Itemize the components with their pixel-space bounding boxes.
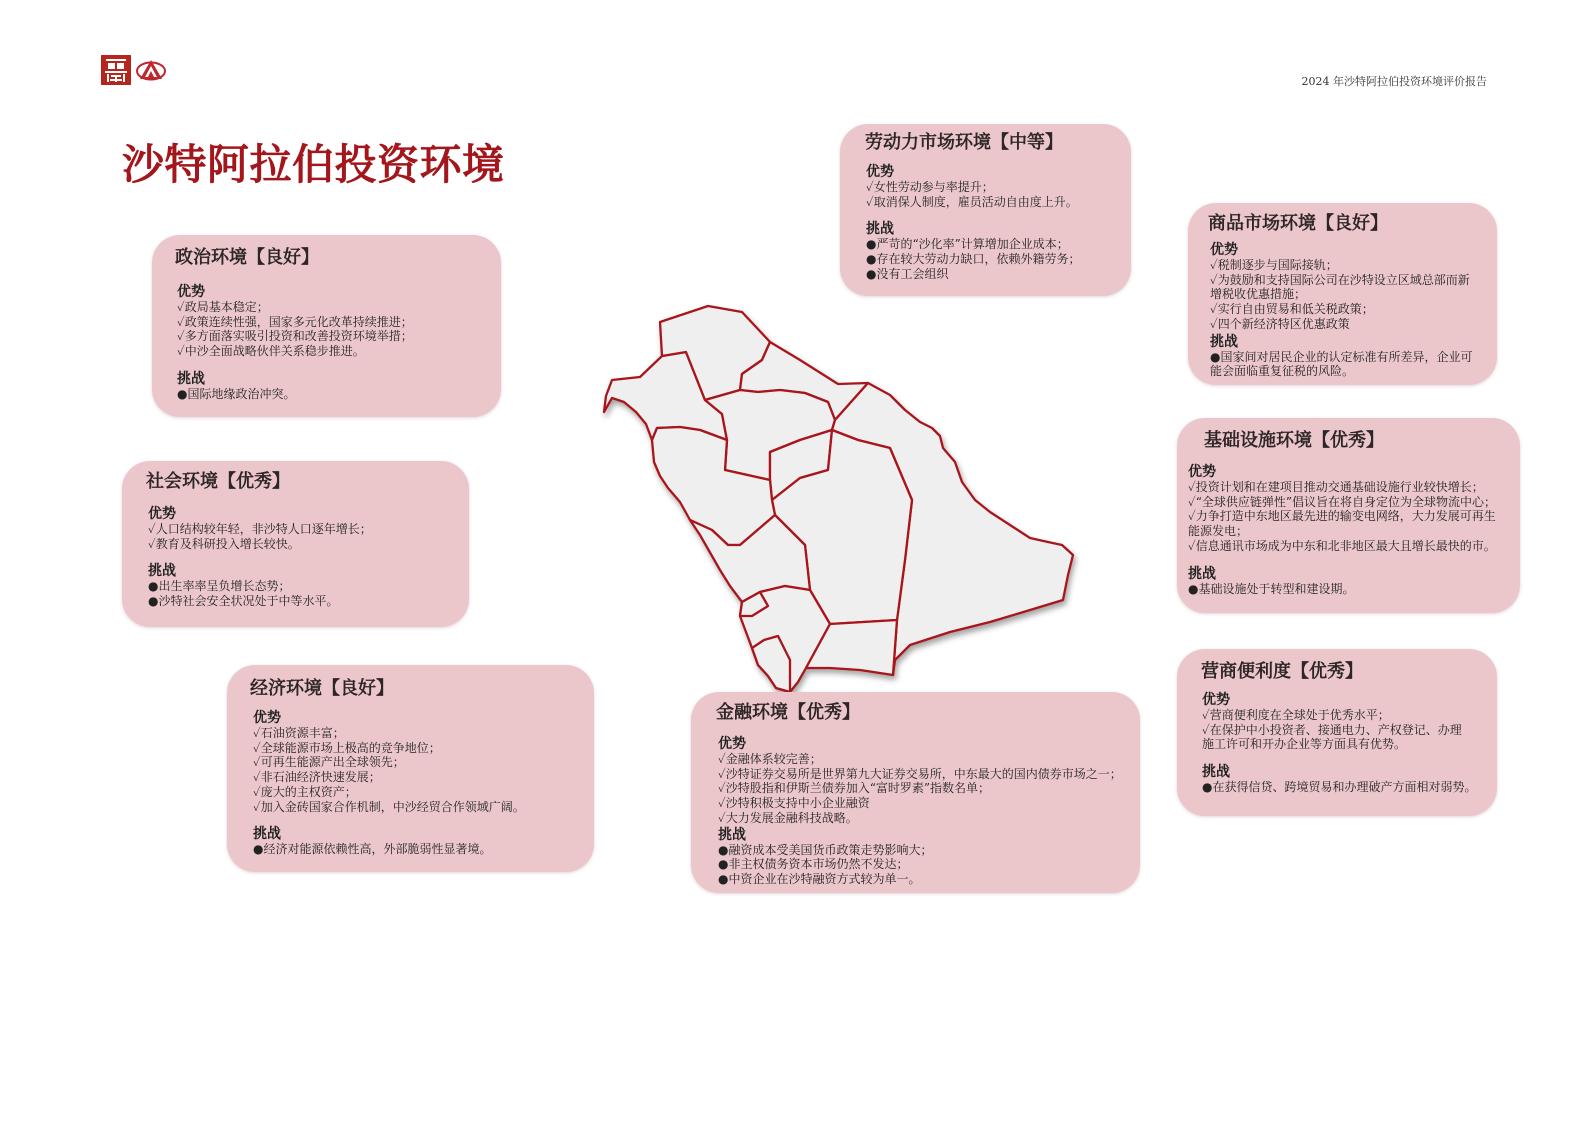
advantage-item: ✓金融体系较完善；: [718, 752, 822, 766]
advantage-item: ✓石油资源丰富；: [253, 726, 345, 740]
challenge-item: ●国际地缘政治冲突。: [177, 386, 296, 401]
page-title: 沙特阿拉伯投资环境: [122, 140, 505, 189]
challenge-item: ●中资企业在沙特融资方式较为单一。: [718, 871, 921, 886]
advantages-label: 优势: [866, 164, 894, 180]
challenge-item: ●基础设施处于转型和建设期。: [1188, 581, 1355, 596]
infrastructure-card: [1177, 418, 1520, 613]
advantages-label: 优势: [1202, 692, 1230, 708]
report-title: 2024 年沙特阿拉伯投资环境评价报告: [1301, 75, 1487, 88]
challenges-label: 挑战: [1202, 764, 1230, 781]
advantage-item: ✓投资计划和在建项目推动交通基础设施行业较快增长；: [1188, 480, 1484, 494]
card-heading: 劳动力市场环境【中等】: [865, 132, 1063, 153]
advantage-item: ✓全球能源市场上极高的竞争地位；: [253, 740, 441, 755]
challenge-item: ●存在较大劳动力缺口，依赖外籍劳务；: [866, 252, 1081, 267]
social-environment-card: [122, 461, 469, 627]
advantage-item: ✓教育及科研投入增长较快。: [148, 536, 300, 551]
advantage-item: ✓沙特积极支持中小企业融资: [718, 796, 870, 811]
card-heading: 商品市场环境【良好】: [1208, 213, 1388, 234]
challenge-item: ●经济对能源依赖性高，外部脆弱性显著境。: [253, 842, 492, 857]
advantage-item: ✓加入金砖国家合作机制，中沙经贸合作领域广阔。: [253, 799, 525, 814]
advantage-item: 增税收优惠措施；: [1210, 287, 1307, 302]
challenge-item: 能会面临重复征税的风险。: [1210, 364, 1355, 379]
card-heading: 政治环境【良好】: [175, 247, 319, 268]
challenge-item: ●非主权债务资本市场仍然不发达；: [718, 857, 909, 872]
advantages-label: 优势: [177, 284, 205, 300]
challenge-item: ●出生率率呈负增长态势；: [148, 579, 291, 594]
advantage-item: ✓女性劳动参与率提升；: [866, 180, 994, 194]
challenge-item: ●国家间对居民企业的认定标准有所差异，企业可: [1210, 349, 1473, 364]
saudi-arabia-map: [598, 300, 1080, 700]
advantage-item: ✓沙特证券交易所是世界第九大证券交易所，中东最大的国内债券市场之一；: [718, 766, 1122, 781]
advantage-item: ✓政策连续性强，国家多元化改革持续推进；: [177, 314, 413, 329]
advantage-item: ✓力争打造中东地区最先进的输变电网络，大力发展可再生: [1188, 509, 1496, 524]
advantage-item: ✓税制逐步与国际接轨；: [1210, 258, 1338, 272]
advantages-label: 优势: [1188, 464, 1216, 480]
advantage-item: ✓大力发展金融科技战略。: [718, 810, 858, 825]
company-logo-icon: [100, 54, 168, 87]
advantage-item: ✓信息通讯市场成为中东和北非地区最大且增长最快的市。: [1188, 538, 1496, 553]
economic-environment-card: [227, 665, 594, 872]
advantage-item: ✓中沙全面战略伙伴关系稳步推进。: [177, 344, 365, 359]
business-convenience-card: [1177, 649, 1497, 816]
advantage-item: 能源发电；: [1188, 524, 1249, 539]
advantages-label: 优势: [1210, 242, 1238, 258]
challenges-label: 挑战: [177, 370, 205, 387]
advantage-item: ✓实行自由贸易和低关税政策；: [1210, 302, 1374, 317]
advantage-item: 施工许可和开办企业等方面具有优势。: [1202, 737, 1407, 752]
challenge-item: ●严苛的“沙化率”计算增加企业成本；: [866, 237, 1069, 252]
challenge-item: ●在获得信贷、跨境贸易和办理破产方面相对弱势。: [1202, 780, 1477, 795]
labor-market-card: [840, 124, 1131, 296]
advantage-item: ✓沙特股指和伊斯兰债券加入“富时罗素”指数名单；: [718, 781, 991, 796]
card-heading: 经济环境【良好】: [250, 678, 394, 699]
card-heading: 社会环境【优秀】: [146, 471, 290, 492]
advantages-label: 优势: [718, 736, 746, 752]
challenges-label: 挑战: [253, 826, 281, 843]
advantages-label: 优势: [148, 506, 176, 522]
advantage-item: ✓人口结构较年轻，非沙特人口逐年增长；: [148, 522, 372, 536]
advantage-item: ✓取消保人制度，雇员活动自由度上升。: [866, 194, 1078, 209]
finance-environment-card: [691, 692, 1140, 893]
advantage-item: ✓庞大的主权资产；: [253, 784, 357, 799]
card-heading: 营商便利度【优秀】: [1201, 661, 1363, 682]
challenges-label: 挑战: [1210, 333, 1238, 350]
card-heading: 金融环境【优秀】: [716, 702, 860, 723]
challenge-item: ●沙特社会安全状况处于中等水平。: [148, 594, 339, 609]
advantage-item: ✓政局基本稳定；: [177, 300, 269, 314]
challenges-label: 挑战: [866, 221, 894, 238]
advantage-item: ✓多方面落实吸引投资和改善投资环境举措；: [177, 329, 413, 344]
advantage-item: ✓营商便利度在全球处于优秀水平；: [1202, 708, 1390, 722]
challenges-label: 挑战: [148, 563, 176, 580]
challenges-label: 挑战: [718, 826, 746, 843]
challenge-item: ●融资成本受美国货币政策走势影响大；: [718, 842, 933, 857]
challenges-label: 挑战: [1188, 565, 1216, 582]
goods-market-card: [1188, 203, 1497, 385]
advantages-label: 优势: [253, 710, 281, 726]
advantage-item: ✓在保护中小投资者、接通电力、产权登记、办理: [1202, 722, 1462, 737]
advantage-item: ✓非石油经济快速发展；: [253, 770, 381, 785]
political-environment-card: [152, 235, 501, 417]
advantage-item: ✓可再生能源产出全球领先；: [253, 755, 405, 770]
challenge-item: ●没有工会组织: [866, 266, 949, 281]
advantage-item: ✓为鼓励和支持国际公司在沙特设立区域总部而新: [1210, 272, 1470, 287]
advantage-item: ✓“全球供应链弹性”倡议旨在将自身定位为全球物流中心；: [1188, 494, 1497, 509]
card-heading: 基础设施环境【优秀】: [1204, 430, 1384, 451]
advantage-item: ✓四个新经济特区优惠政策: [1210, 316, 1350, 331]
